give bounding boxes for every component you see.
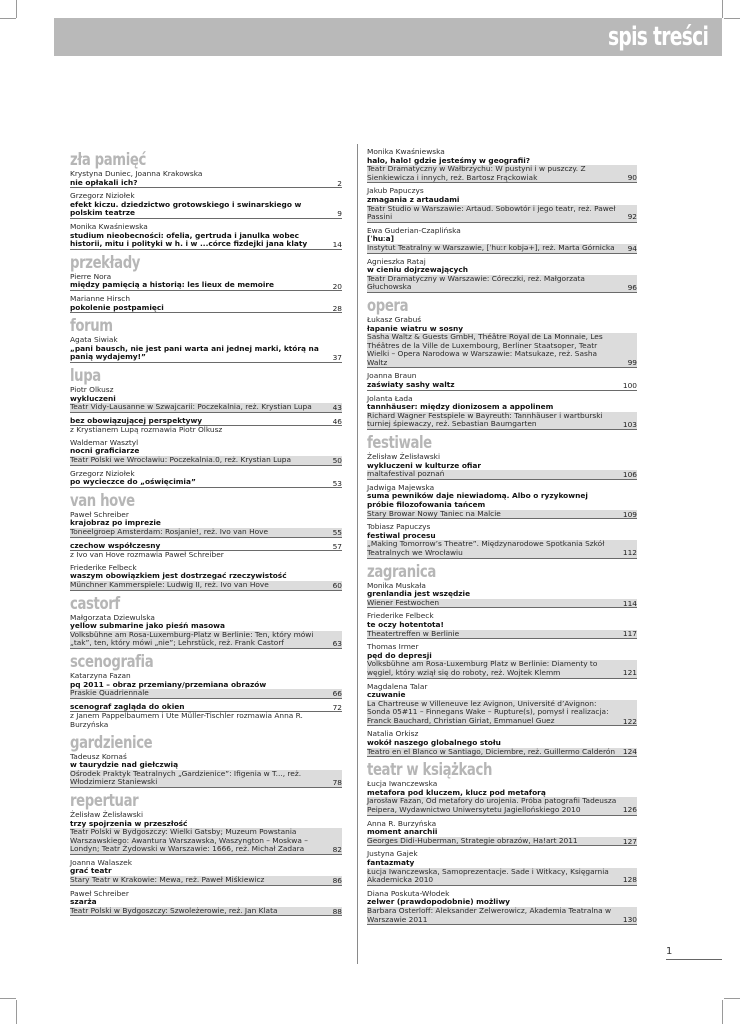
entry-source-note: maltafestival poznań [367, 470, 637, 480]
toc-entry[interactable] [367, 148, 637, 183]
entry-page-number: 46 [332, 416, 342, 426]
entry-author: Thomas Irmer [367, 642, 419, 652]
toc-entry[interactable] [70, 811, 342, 855]
entry-page-number: 124 [622, 747, 637, 757]
entry-author: Jadwiga Majewska [367, 482, 435, 492]
entry-page-number: 96 [627, 282, 637, 292]
entry-title: krajobraz po imprezie [70, 518, 161, 528]
section-heading: teatr w książkach [367, 760, 493, 781]
entry-page-number: 86 [332, 875, 342, 885]
entry-title: studium nieobecności: ofelia, gertruda i janulka wobec historii, mitu i polityki w h. i w ...córce fizdejki jana klaty [70, 232, 342, 250]
entry-page-number: 88 [332, 906, 342, 916]
toc-entry[interactable] [367, 850, 637, 885]
entry-source-note: Stary Teatr w Krakowie: Mewa, reż. Paweł Miśkiewicz [70, 876, 342, 886]
crop-mark [724, 18, 740, 19]
entry-subtitle: z Janem Pappelbaumem i Ute Müller-Tischler rozmawia Anna R. Burzyńska [70, 711, 303, 729]
entry-page-number: 128 [622, 875, 637, 885]
entry-author: Friederike Felbeck [70, 562, 137, 572]
entry-author: Tadeusz Kornaś [70, 751, 127, 761]
crop-mark [0, 18, 16, 19]
toc-entry[interactable] [367, 227, 637, 254]
entry-source-note: Ośrodek Praktyk Teatralnych „Gardzienice”: Ifigenia w T..., reż. Włodzimierz Staniewski [70, 770, 342, 788]
entry-title: tannhäuser: między dionizosem a appolinem [367, 402, 554, 412]
entry-author: Marianne Hirsch [70, 293, 131, 303]
entry-title: yellow submarine jako pieśń masowa [70, 621, 225, 631]
entry-page-number: 9 [337, 209, 342, 219]
entry-author: Grzegorz Niziołek [70, 468, 135, 478]
entry-author: Pierre Nora [70, 271, 112, 281]
section-heading: lupa [70, 365, 101, 386]
entry-title: wykluczeni [70, 393, 116, 403]
entry-author: Paweł Schreiber [70, 509, 129, 519]
entry-page-number: 60 [332, 580, 342, 590]
page-number: 1 [666, 946, 673, 957]
toc-entry[interactable] [367, 730, 637, 757]
entry-source-note: Richard Wagner Festspiele w Bayreuth: Tannhäuser i wartburski turniej śpiewaczy, reż. Sebastian Baumgarten [367, 412, 637, 430]
toc-entry[interactable] [367, 820, 637, 847]
entry-title: fantazmaty [367, 858, 415, 867]
section-heading: van hove [70, 490, 135, 511]
entry-title: nocni graficiarze [70, 446, 140, 456]
toc-entry[interactable] [70, 564, 342, 591]
entry-title: pq 2011 – obraz przemiany/przemiana obrazów [70, 679, 267, 689]
entry-author: Anna R. Burzyńska [367, 818, 437, 828]
entry-source-note: Praskie Quadriennale [70, 689, 342, 699]
entry-page-number: 114 [622, 598, 637, 608]
toc-entry[interactable] [367, 258, 637, 293]
entry-author: Monika Kwaśniewska [70, 221, 148, 231]
entry-source-note: Teatr Dramatyczny w Wałbrzychu: W pustyni i w puszczy. Z Sienkiewicza i innych, reż. Bartosz Frąckowiak [367, 165, 637, 183]
entry-title: w cieniu dojrzewających [367, 265, 468, 275]
crop-mark [724, 998, 740, 999]
section-heading: forum [70, 316, 113, 337]
right-column [367, 148, 637, 929]
toc-entry[interactable] [70, 703, 342, 730]
toc-entry[interactable] [70, 192, 342, 219]
toc-entry[interactable] [70, 273, 342, 291]
toc-entry[interactable] [70, 295, 342, 313]
entry-page-number: 37 [332, 353, 342, 363]
crop-mark [722, 1000, 723, 1024]
entry-source-note: Teatro en el Blanco w Santiago, Diciembre, reż. Guillermo Calderón [367, 748, 637, 758]
column-divider [357, 144, 358, 964]
entry-author: Joanna Walaszek [70, 857, 132, 867]
entry-source-note: Stary Browar Nowy Taniec na Malcie [367, 510, 637, 520]
entry-source-note: „Making Tomorrow’s Theatre”. Międzynarodowe Spotkania Szkół Teatralnych we Wrocławiu [367, 540, 637, 558]
entry-title: te oczy hotentota! [367, 619, 444, 629]
toc-entry[interactable] [367, 523, 637, 558]
entry-page-number: 66 [332, 688, 342, 698]
toc-entry[interactable] [70, 470, 342, 488]
entry-author: Waldemar Wasztyl [70, 437, 139, 447]
entry-source-note: Toneelgroep Amsterdam: Rosjanie!, reż. Ivo van Hove [70, 528, 342, 538]
entry-title: czechow współczesny [70, 542, 342, 552]
toc-entry[interactable] [70, 511, 342, 538]
entry-author: Ewa Guderian-Czaplińska [367, 225, 461, 235]
entry-source-note: Łucja Iwanczewska, Samoprezentacje. Sade i Witkacy, Księgarnia Akademicka 2010 [367, 868, 637, 886]
entry-page-number: 53 [332, 478, 342, 488]
entry-source-note: Teatr Studio w Warszawie: Artaud. Sobowtór i jego teatr, reż. Paweł Passini [367, 205, 637, 223]
entry-page-number: 63 [332, 638, 342, 648]
entry-source-note: Volksbühne am Rosa-Luxemburg-Platz w Berlinie: Ten, który mówi „tak”, ten, który mówi „nie”; Lehrstück, reż. Frank Castorf [70, 631, 342, 649]
toc-entry[interactable] [367, 484, 637, 519]
entry-author: Małgorzata Dziewulska [70, 612, 155, 622]
entry-page-number: 20 [332, 281, 342, 291]
toc-entry[interactable] [70, 859, 342, 886]
toc-entry[interactable] [367, 612, 637, 639]
entry-page-number: 117 [622, 629, 637, 639]
entry-title: w taurydzie nad giełczwią [70, 760, 179, 770]
section-heading: festiwale [367, 433, 432, 454]
toc-entry[interactable] [70, 170, 342, 188]
section-heading: scenografia [70, 651, 154, 672]
entry-author: Jolanta Łada [367, 393, 413, 403]
entry-source-note: Münchner Kammerspiele: Ludwig II, reż. Ivo van Hove [70, 581, 342, 591]
entry-page-number: 57 [332, 541, 342, 551]
toc-entry[interactable] [367, 372, 637, 390]
entry-source-note: Teatr Polski w Bydgoszczy: Wielki Gatsby; Muzeum Powstania Warszawskiego: Awantura Warszawska, Waszyngton – Moskwa – Londyn; Teatr Żydowski w Warszawie: 1666, reż. Michał Zadara [70, 828, 342, 855]
entry-author: Diana Poskuta-Włodek [367, 888, 450, 898]
entry-source-note: Teatr Polski w Bydgoszczy: Szwoleżerowie, reż. Jan Klata [70, 907, 342, 917]
entry-page-number: 92 [627, 212, 637, 222]
entry-source-note: Wiener Festwochen [367, 599, 637, 609]
entry-page-number: 122 [622, 716, 637, 726]
entry-page-number: 127 [622, 836, 637, 846]
entry-title: grenlandia jest wszędzie [367, 589, 471, 599]
entry-page-number: 106 [622, 470, 637, 480]
toc-entry[interactable] [70, 614, 342, 649]
entry-author: Natalia Orkisz [367, 729, 419, 739]
entry-source-note: Barbara Osterloff: Aleksander Zelwerowicz, Akademia Teatralna w Warszawie 2011 [367, 907, 637, 925]
toc-entry[interactable] [367, 316, 637, 369]
toc-entry[interactable] [70, 890, 342, 917]
entry-title: między pamięcią a historią: les lieux de memoire [70, 281, 342, 291]
entry-page-number: 126 [622, 805, 637, 815]
header-band [54, 18, 722, 56]
entry-page-number: 112 [622, 548, 637, 558]
entry-page-number: 121 [622, 668, 637, 678]
entry-author: Joanna Braun [367, 371, 417, 381]
entry-page-number: 72 [332, 702, 342, 712]
page-number-rule [666, 959, 722, 960]
section-heading: castorf [70, 593, 120, 614]
crop-mark [16, 1000, 17, 1024]
entry-title: zaświaty sashy waltz [367, 381, 637, 391]
section-heading: opera [367, 295, 409, 316]
left-column [70, 148, 342, 920]
entry-title: metafora pod kluczem, klucz pod metaforą [367, 787, 546, 797]
entry-title: festiwal procesu [367, 530, 436, 540]
toc-entry[interactable] [367, 453, 637, 480]
entry-title: moment anarchii [367, 827, 438, 837]
section-heading: zagranica [367, 561, 436, 582]
entry-title: [ˈhuːa] [367, 234, 395, 244]
entry-author: Agata Siwiak [70, 335, 118, 345]
entry-author: Łucja Iwanczewska [367, 779, 438, 789]
toc-entry[interactable] [367, 395, 637, 430]
toc-entry[interactable] [70, 336, 342, 363]
entry-title: wokół naszego globalnego stołu [367, 738, 501, 748]
toc-entry[interactable] [70, 386, 342, 413]
toc-entry[interactable] [367, 582, 637, 609]
entry-author: Jakub Papuczys [367, 186, 424, 196]
entry-page-number: 50 [332, 455, 342, 465]
entry-title: halo, halo! gdzie jesteśmy w geografii? [367, 155, 531, 165]
section-heading: gardzienice [70, 732, 153, 753]
entry-page-number: 55 [332, 527, 342, 537]
entry-title: zelwer (prawdopodobnie) możliwy [367, 897, 510, 907]
toc-entry[interactable] [367, 683, 637, 727]
entry-author: Katarzyna Fazan [70, 670, 131, 680]
entry-author: Łukasz Grabuś [367, 314, 422, 324]
entry-page-number: 90 [627, 173, 637, 182]
entry-title: zmagania z artaudami [367, 194, 460, 204]
toc-entry[interactable] [367, 890, 637, 925]
entry-source-note: Theatertreffen w Berlinie [367, 630, 637, 640]
entry-source-note: Volksbühne am Rosa-Luxemburg Platz w Berlinie: Diamenty to węgiel, który wziął się do roboty, reż. Wojtek Klemm [367, 660, 637, 678]
entry-source-note: Instytut Teatralny w Warszawie, [ˈhuːr kobjə+], reż. Marta Górnicka [367, 244, 637, 254]
entry-source-note: Teatr Polski we Wrocławiu: Poczekalnia.0, reż. Krystian Lupa [70, 456, 342, 466]
toc-entry[interactable] [367, 643, 637, 678]
entry-title: suma pewników daje niewiadomą. Albo o ryzykownej próbie filozofowania tańcem [367, 491, 588, 509]
page-title: spis treści [607, 22, 708, 52]
entry-title: trzy spojrzenia w przeszłość [70, 818, 188, 828]
entry-subtitle: z Ivo van Hove rozmawia Paweł Schreiber [70, 550, 224, 560]
crop-mark [16, 0, 17, 18]
entry-source-note: Georges Didi-Huberman, Strategie obrazów, Ha!art 2011 [367, 837, 637, 847]
entry-author: Paweł Schreiber [70, 888, 129, 898]
toc-entry[interactable] [367, 187, 637, 222]
entry-page-number: 130 [622, 914, 637, 924]
toc-entry[interactable] [70, 417, 342, 435]
entry-author: Monika Muskała [367, 580, 426, 590]
entry-title: „pani bausch, nie jest pani warta ani jednej marki, którą na panią wydajemy!” [70, 345, 342, 363]
section-heading: przekłady [70, 252, 141, 273]
entry-title: waszym obowiązkiem jest dostrzegać rzeczywistość [70, 571, 287, 581]
entry-subtitle: z Krystianem Lupą rozmawia Piotr Olkusz [70, 425, 223, 435]
entry-title: efekt kiczu. dziedzictwo grotowskiego i swinarskiego w polskim teatrze [70, 201, 342, 219]
entry-title: scenograf zagląda do okien [70, 703, 342, 713]
crop-mark [722, 0, 723, 18]
entry-author: Piotr Olkusz [70, 384, 114, 394]
entry-source-note: Teatr Vidy-Lausanne w Szwajcarii: Poczekalnia, reż. Krystian Lupa [70, 403, 342, 413]
entry-author: Tobiasz Papuczys [367, 522, 431, 532]
entry-title: czuwanie [367, 690, 406, 700]
entry-source-note: La Chartreuse w Villeneuve lez Avignon, Université d’Avignon: Sonda 05#11 – Finnegans Wake – Rupture(s), pomysł i realizacja: Franck Bauchard, Christian Giriat, Emmanuel Guez [367, 700, 637, 727]
entry-author: Friederike Felbeck [367, 611, 434, 621]
entry-title: pokolenie postpamięci [70, 304, 342, 314]
entry-author: Żelisław Żelisławski [367, 452, 441, 462]
entry-page-number: 78 [332, 777, 342, 787]
entry-page-number: 99 [627, 357, 637, 367]
entry-title: wykluczeni w kulturze ofiar [367, 460, 482, 470]
crop-mark [0, 998, 16, 999]
section-heading: zła pamięć [70, 150, 146, 170]
toc-entry[interactable] [367, 780, 637, 815]
entry-page-number: 100 [622, 381, 637, 391]
entry-author: Grzegorz Niziołek [70, 191, 135, 201]
entry-source-note: Teatr Dramatyczny w Warszawie: Córeczki, reż. Małgorzata Głuchowska [367, 275, 637, 293]
entry-title: po wycieczce do „oświęcimia” [70, 478, 342, 488]
entry-title: grać teatr [70, 866, 112, 876]
entry-title: łapanie wiatru w sosny [367, 323, 464, 333]
entry-author: Krystyna Duniec, Joanna Krakowska [70, 169, 203, 178]
toc-entry[interactable] [70, 439, 342, 466]
entry-source-note: Jarosław Fazan, Od metafory do urojenia. Próba patografii Tadeusza Peipera, Wydawnictwo Uniwersytetu Jagiellońskiego 2010 [367, 797, 637, 815]
entry-author: Żelisław Żelisławski [70, 809, 144, 819]
toc-entry[interactable] [70, 223, 342, 250]
entry-page-number: 2 [337, 179, 342, 188]
entry-title: pęd do depresji [367, 650, 432, 660]
toc-entry[interactable] [70, 542, 342, 560]
entry-page-number: 103 [622, 419, 637, 429]
toc-entry[interactable] [70, 753, 342, 788]
entry-page-number: 109 [622, 509, 637, 519]
entry-page-number: 43 [332, 402, 342, 412]
entry-page-number: 82 [332, 844, 342, 854]
entry-title: szarża [70, 897, 97, 907]
entry-author: Magdalena Talar [367, 681, 428, 691]
entry-title: bez obowiązującej perspektywy [70, 417, 342, 427]
entry-author: Monika Kwaśniewska [367, 147, 445, 156]
toc-entry[interactable] [70, 672, 342, 699]
entry-page-number: 94 [627, 243, 637, 253]
entry-author: Justyna Gajek [367, 849, 418, 859]
section-heading: repertuar [70, 790, 139, 811]
entry-author: Agnieszka Rataj [367, 256, 426, 266]
entry-title: nie opłakali ich? [70, 179, 342, 189]
entry-source-note: Sasha Waltz & Guests GmbH, Théâtre Royal de La Monnaie, Les Théâtres de la Ville de Luxembourg, Berliner Staatsoper, Teatr Wielki – Opera Narodowa w Warszawie: Matsukaze, reż. Sasha Waltz [367, 333, 637, 368]
entry-page-number: 14 [332, 239, 342, 249]
entry-page-number: 28 [332, 303, 342, 313]
